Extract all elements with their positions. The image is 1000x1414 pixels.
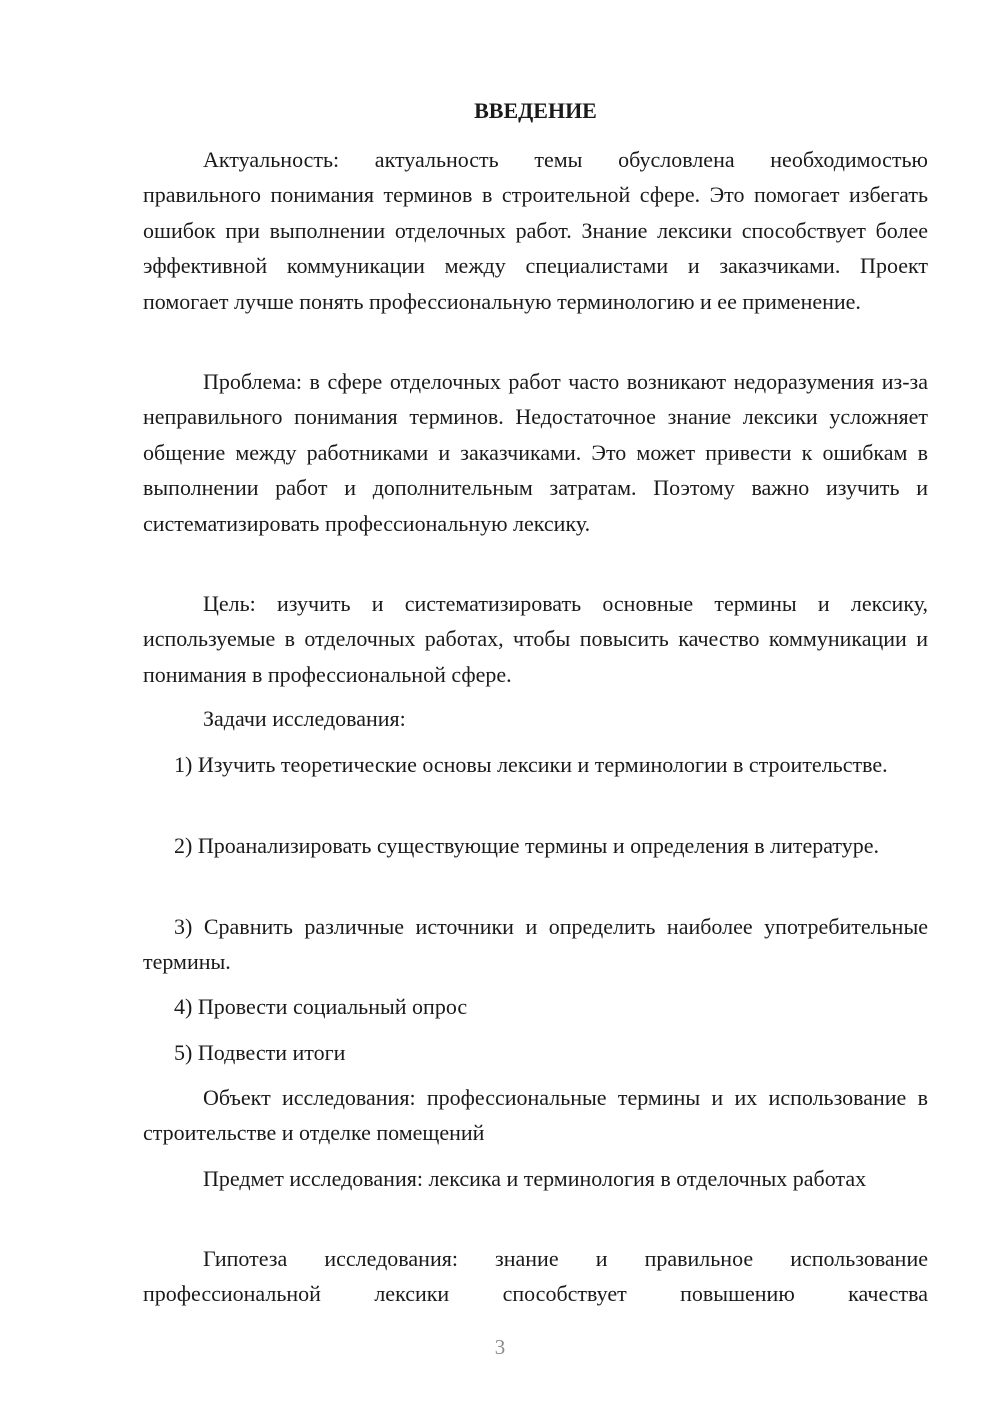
paragraph-relevance: Актуальность: актуальность темы обусловлена необходимостью правильного понимания терминов в строительной сфере. Это помогает избегать ошибок при выполнении отделочных работ. Знание лексики способствует более эффективной коммуникации между специалистами и заказчиками. Проект помогает лучше понять профессиональную терминологию и ее применение. [143, 147, 928, 314]
paragraph-problem: Проблема: в сфере отделочных работ часто возникают недоразумения из-за неправильного понимания терминов. Недостаточное знание лексики усложняет общение между работниками и заказчиками. Это может привести к ошибкам в выполнении работ и дополнительным затратам. Поэтому важно изучить и систематизировать профессиональную лексику. [143, 369, 928, 536]
paragraph-hypothesis: Гипотеза исследования: знание и правильное использование профессиональной лексики способствует повышению качества [143, 1246, 928, 1307]
paragraph-object: Объект исследования: профессиональные термины и их использование в строительстве и отделке помещений [143, 1085, 928, 1146]
task-item-1: 1) Изучить теоретические основы лексики и терминологии в строительстве. [174, 752, 888, 777]
task-item-4: 4) Провести социальный опрос [174, 994, 468, 1019]
task-item-3: 3) Сравнить различные источники и определить наиболее употребительные термины. [143, 914, 928, 975]
page-number: 3 [494, 1335, 506, 1359]
paragraph-goal: Цель: изучить и систематизировать основные термины и лексику, используемые в отделочных работах, чтобы повысить качество коммуникации и понимания в профессиональной сфере. [143, 591, 928, 687]
tasks-title: Задачи исследования: [203, 706, 406, 731]
task-item-2: 2) Проанализировать существующие термины и определения в литературе. [174, 833, 880, 858]
task-item-5: 5) Подвести итоги [174, 1040, 346, 1065]
paragraph-subject: Предмет исследования: лексика и терминология в отделочных работах [203, 1166, 867, 1191]
section-heading: ВВЕДЕНИЕ [474, 98, 597, 123]
